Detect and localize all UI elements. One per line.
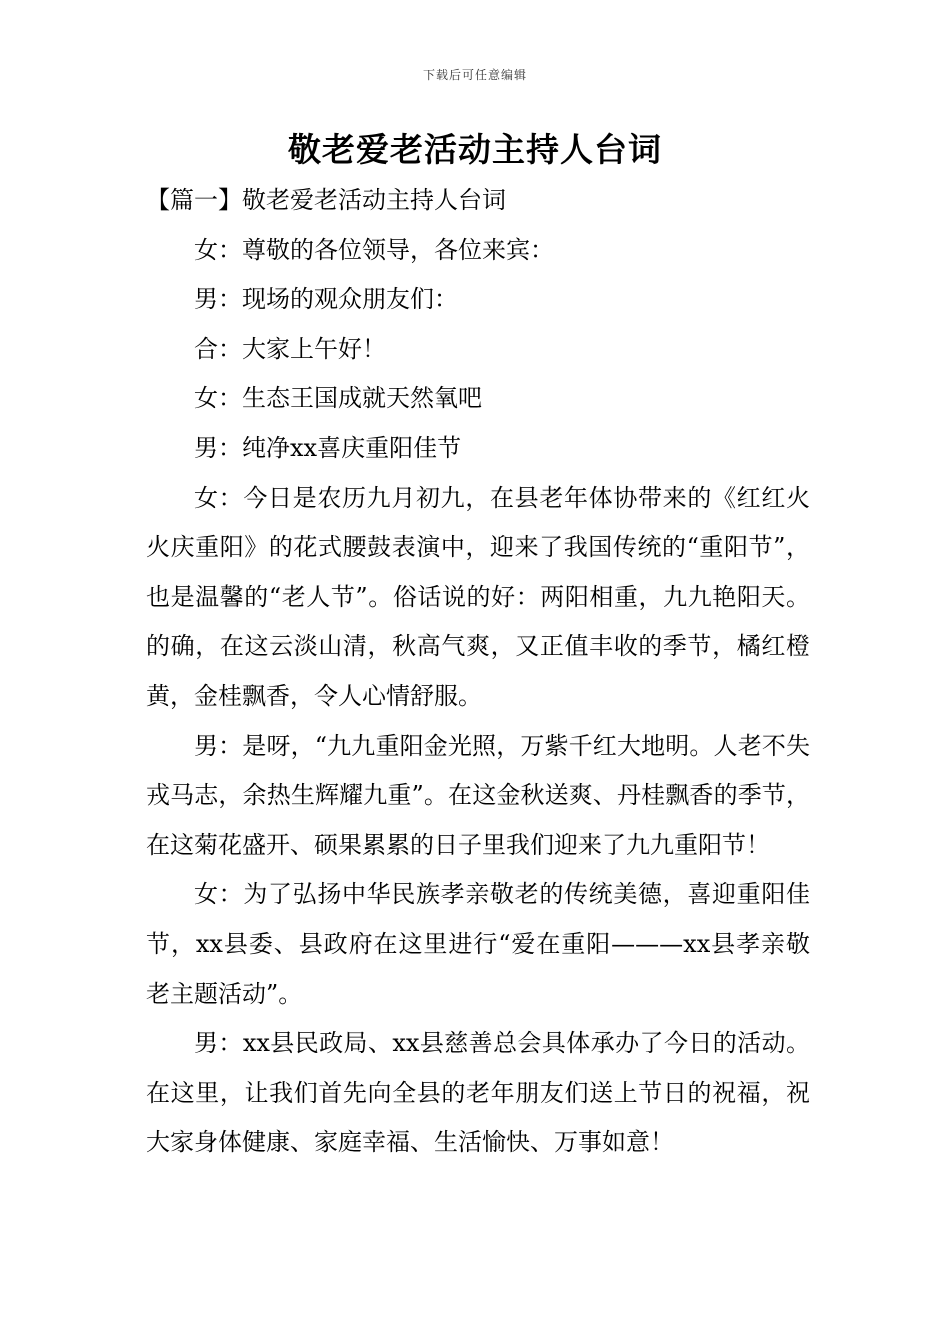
- header-note: 下载后可任意编辑: [422, 68, 527, 82]
- section-heading: 【篇一】敬老爱老活动主持人台词: [146, 186, 506, 214]
- dialogue-paragraph: 男：是呀，“九九重阳金光照，万紫千红大地明。人老不失戎马志，余热生辉耀九重”。在这金秋送爽、丹桂飘香的季节，在这菊花盛开、硕果累累的日子里我们迎来了九九重阳节！: [146, 731, 810, 859]
- dialogue-line: 合：大家上午好！: [194, 334, 386, 363]
- dialogue-line: 女：生态王国成就天然氧吧: [194, 384, 482, 413]
- dialogue-paragraph: 男：xx县民政局、xx县慈善总会具体承办了今日的活动。在这里，让我们首先向全县的老年朋友们送上节日的祝福，祝大家身体健康、家庭幸福、生活愉快、万事如意！: [146, 1029, 810, 1157]
- dialogue-paragraph: 女：为了弘扬中华民族孝亲敬老的传统美德，喜迎重阳佳节，xx县委、县政府在这里进行“爱在重阳———xx县孝亲敬老主题活动”。: [146, 880, 810, 1008]
- dialogue-paragraph: 女：今日是农历九月初九，在县老年体协带来的《红红火火庆重阳》的花式腰鼓表演中，迎来了我国传统的“重阳节”，也是温馨的“老人节”。俗话说的好：两阳相重，九九艳阳天。的确，在这云淡山清，秋高气爽，又正值丰收的季节，橘红橙黄，金桂飘香，令人心情舒服。: [146, 483, 810, 710]
- dialogue-line: 男：纯净xx喜庆重阳佳节: [194, 433, 462, 462]
- document-body: [146, 176, 810, 1168]
- document-title: 敬老爱老活动主持人台词: [288, 130, 662, 169]
- dialogue-line: 女：尊敬的各位领导，各位来宾：: [194, 235, 554, 264]
- dialogue-line: 男：现场的观众朋友们：: [194, 285, 458, 314]
